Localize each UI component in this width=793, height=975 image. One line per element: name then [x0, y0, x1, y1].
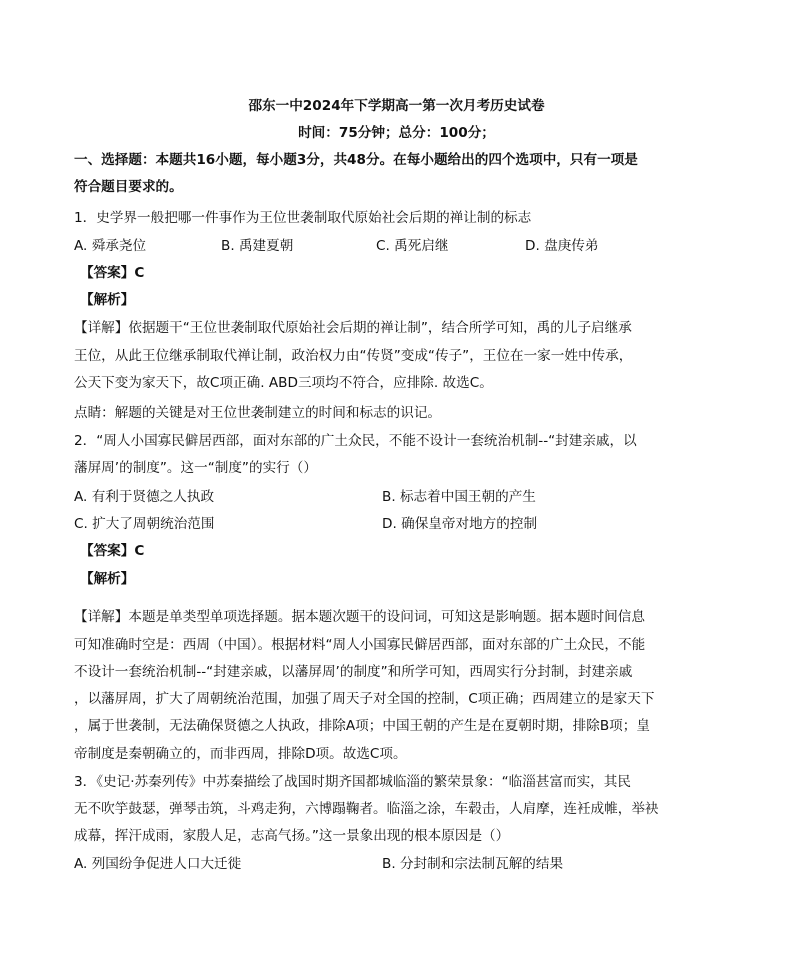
q2-option-d: D. 确保皇帝对地方的控制 [382, 516, 538, 532]
q1-option-a: A. 舜承尧位 [74, 238, 147, 254]
q2-option-c: C. 扩大了周朝统治范围 [74, 516, 215, 532]
q2-detail-6: 帝制度是秦朝确立的，而非西周，排除D项。故选C项。 [74, 746, 407, 762]
q2-option-a: A. 有利于贤德之人执政 [74, 489, 215, 505]
q1-option-c: C. 禹死启继 [376, 238, 449, 254]
section-heading: 一、选择题：本题共16小题，每小题3分，共48分。在每小题给出的四个选项中，只有一项是 [74, 152, 638, 168]
q1-stem: 1．史学界一般把哪一件事作为王位世袭制取代原始社会后期的禅让制的标志 [74, 210, 532, 226]
q2-answer: 【答案】C [80, 543, 145, 559]
q2-detail-2: 可知准确时空是：西周（中国）。根据材料“周人小国寡民僻居西部，面对东部的广土众民，不能 [74, 637, 646, 653]
q1-detail-3: 公天下变为家天下，故C项正确. ABD三项均不符合，应排除. 故选C。 [74, 375, 493, 391]
q3-stem-1: 3．《史记·苏秦列传》中苏秦描绘了战国时期齐国都城临淄的繁荣景象：“临淄甚富而实，其民 [74, 774, 631, 790]
q1-analysis: 【解析】 [80, 292, 135, 308]
q2-stem-2: 藩屏周’的制度”。这一“制度”的实行（） [74, 460, 317, 476]
q2-detail-4: ，以藩屏周，扩大了周朝统治范围，加强了周天子对全国的控制，C项正确；西周建立的是家天下 [74, 691, 655, 707]
q2-stem-1: 2．“周人小国寡民僻居西部，面对东部的广土众民，不能不设计一套统治机制--“封建亲戚，以 [74, 433, 637, 449]
q2-detail-3: 不设计一套统治机制--“封建亲戚，以藩屏周’的制度”和所学可知，西周实行分封制，封建亲戚 [74, 664, 633, 680]
q3-option-a: A. 列国纷争促进人口大迁徙 [74, 856, 242, 872]
exam-title: 邵东一中2024年下学期高一第一次月考历史试卷 [248, 98, 545, 114]
q1-note: 点睛：解题的关键是对王位世袭制建立的时间和标志的识记。 [74, 405, 442, 421]
q2-option-b: B. 标志着中国王朝的产生 [382, 489, 536, 505]
q3-stem-3: 成幕，挥汗成雨，家殷人足，志高气扬。”这一景象出现的根本原因是（） [74, 828, 510, 844]
exam-meta: 时间：75分钟；总分：100分； [298, 125, 495, 141]
q1-answer: 【答案】C [80, 265, 145, 281]
q2-analysis: 【解析】 [80, 571, 135, 587]
q1-option-d: D. 盘庚传弟 [525, 238, 599, 254]
q3-stem-2: 无不吹竽鼓瑟，弹琴击筑，斗鸡走狗，六博蹋鞠者。临淄之涂，车毂击，人肩摩，连衽成帷，举袂 [74, 801, 659, 817]
q3-option-b: B. 分封制和宗法制瓦解的结果 [382, 856, 564, 872]
q2-detail-1: 【详解】本题是单类型单项选择题。据本题次题干的设问词，可知这是影响题。据本题时间信息 [74, 609, 645, 625]
q1-option-b: B. 禹建夏朝 [221, 238, 294, 254]
section-heading-cont: 符合题目要求的。 [74, 179, 183, 195]
q1-detail-1: 【详解】依据题干“王位世袭制取代原始社会后期的禅让制”，结合所学可知，禹的儿子启继承 [74, 320, 632, 336]
q1-detail-2: 王位，从此王位继承制取代禅让制，政治权力由“传贤”变成“传子”，王位在一家一姓中传承， [74, 348, 633, 364]
q2-detail-5: ，属于世袭制，无法确保贤德之人执政，排除A项；中国王朝的产生是在夏朝时期，排除B项；皇 [74, 718, 650, 734]
